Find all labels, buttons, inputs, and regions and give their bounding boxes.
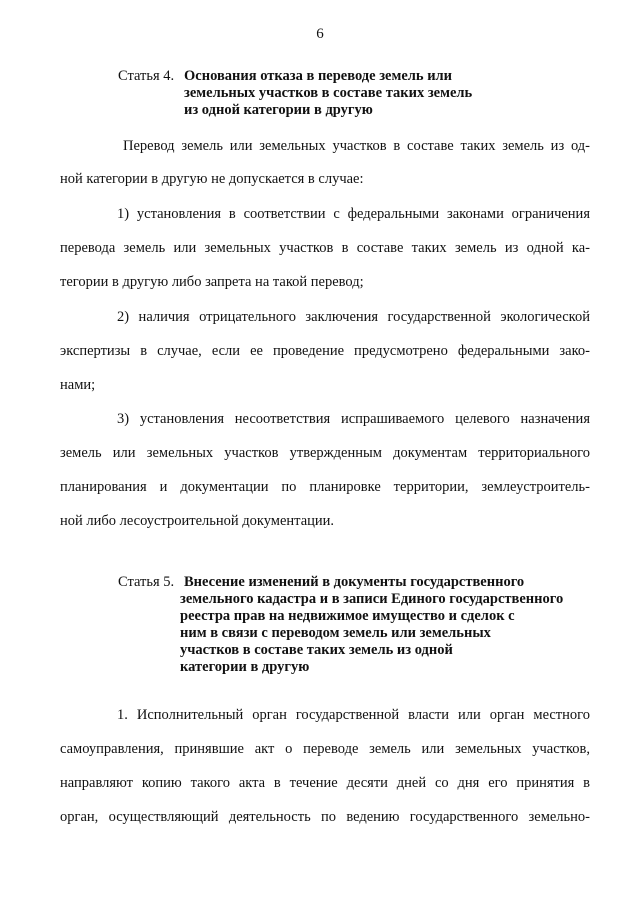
paragraph-line: ной категории в другую не допускается в случае:: [60, 171, 364, 187]
paragraph-line: самоуправления, принявшие акт о переводе земель или земельных участков,: [60, 741, 590, 757]
article-5-title-line: земельного кадастра и в записи Единого государственного: [180, 591, 564, 607]
paragraph-line: 1) установления в соответствии с федеральными законами ограничения: [117, 206, 590, 222]
article-5-heading: [118, 574, 618, 684]
paragraph-line: тегории в другую либо запрета на такой перевод;: [60, 274, 364, 290]
article-5-title-line: участков в составе таких земель из одной: [180, 642, 453, 658]
article-4-heading: [118, 68, 598, 122]
paragraph-line: земель или земельных участков утвержденным документам территориального: [60, 445, 590, 461]
paragraph-line: планирования и документации по планировке территории, землеустроитель-: [60, 479, 590, 495]
page-number: 6: [316, 26, 324, 42]
paragraph-line: Перевод земель или земельных участков в составе таких земель из од-: [123, 138, 590, 154]
paragraph-line: 1. Исполнительный орган государственной власти или орган местного: [117, 707, 590, 723]
paragraph-line: 3) установления несоответствия испрашиваемого целевого назначения: [117, 411, 590, 427]
paragraph-line: экспертизы в случае, если ее проведение предусмотрено федеральными зако-: [60, 343, 590, 359]
paragraph-line: ной либо лесоустроительной документации.: [60, 513, 335, 529]
article-4-title-line: Основания отказа в переводе земель или: [184, 68, 453, 84]
paragraph-line: 2) наличия отрицательного заключения государственной экологической: [117, 309, 590, 325]
article-5-title-line: реестра прав на недвижимое имущество и сделок с: [180, 608, 515, 624]
article-5-label: Статья 5.: [118, 574, 175, 590]
article-5-title-line: категории в другую: [180, 659, 310, 675]
paragraph-line: перевода земель или земельных участков в составе таких земель из одной ка-: [60, 240, 590, 256]
article-5-title-line: Внесение изменений в документы государственного: [184, 574, 525, 590]
paragraph-line: нами;: [60, 377, 96, 393]
paragraph-line: направляют копию такого акта в течение десяти дней со дня его принятия в: [60, 775, 590, 791]
article-4-label: Статья 4.: [118, 68, 175, 84]
paragraph-line: орган, осуществляющий деятельность по ведению государственного земельно-: [60, 809, 590, 825]
article-4-title-line: из одной категории в другую: [184, 102, 373, 118]
article-5-title-line: ним в связи с переводом земель или земельных: [180, 625, 491, 641]
article-4-title-line: земельных участков в составе таких земель: [184, 85, 473, 101]
